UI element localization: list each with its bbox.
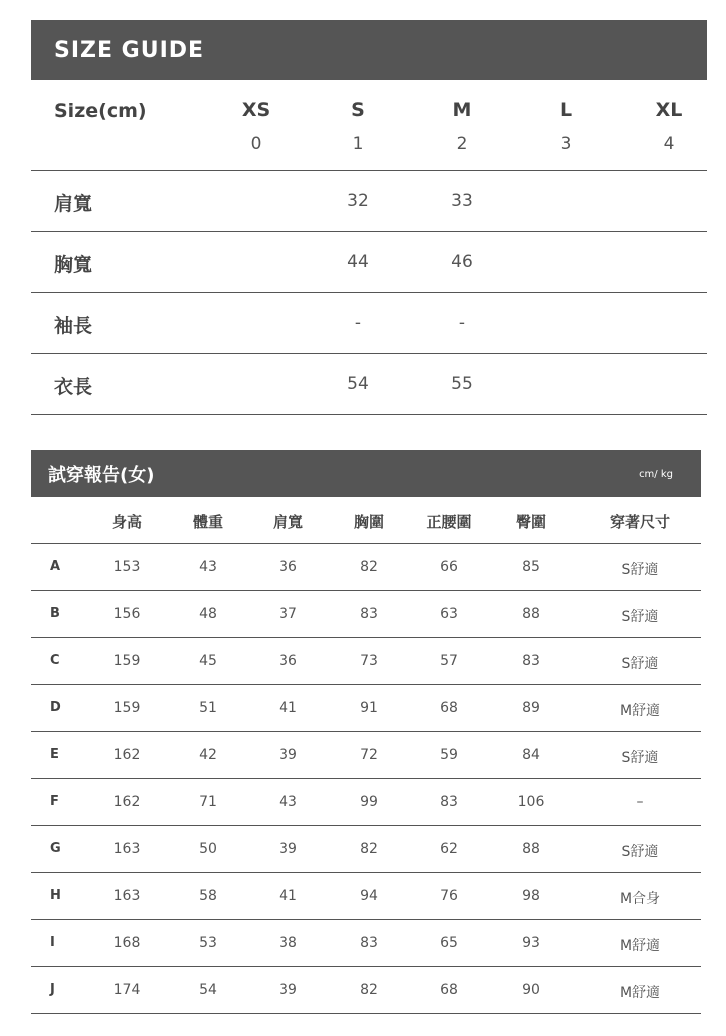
unit-label: cm/ kg — [639, 469, 673, 480]
cell-size-worn: M舒適 — [619, 938, 661, 954]
cell-weight: 71 — [199, 794, 217, 810]
column-header-shoulder: 肩寬 — [272, 513, 303, 531]
cell-waist: 62 — [440, 841, 458, 857]
cell-weight: 54 — [199, 982, 217, 998]
cell-shoulder: 36 — [279, 653, 297, 669]
size-guide-row-shoulder — [31, 171, 707, 232]
size-xs-number: 0 — [250, 134, 262, 154]
column-header-hip: 臀圍 — [515, 513, 546, 531]
cell-weight: 51 — [199, 700, 217, 716]
cell-chest: 91 — [360, 700, 378, 716]
cell-hip: 88 — [522, 606, 540, 622]
size-guide-title: SIZE GUIDE — [31, 20, 707, 80]
table-row — [31, 732, 701, 779]
size-l-label: L — [559, 99, 573, 121]
cell-hip: 90 — [522, 982, 540, 998]
cell-height: 156 — [113, 606, 141, 622]
cell-height: 168 — [113, 935, 141, 951]
cell-chest: 82 — [360, 841, 378, 857]
row-label: 胸寬 — [54, 254, 93, 276]
table-row — [31, 826, 701, 873]
tryon-report-header — [31, 450, 701, 497]
cell-value: 55 — [451, 374, 473, 394]
tryon-column-headers — [31, 497, 701, 544]
cell-waist: 57 — [440, 653, 458, 669]
cell-height: 153 — [113, 559, 141, 575]
row-id: A — [50, 559, 61, 574]
table-row — [31, 873, 701, 920]
row-id: F — [50, 794, 59, 809]
tryon-rows — [31, 544, 701, 1014]
cell-height: 163 — [113, 841, 141, 857]
size-m-number: 2 — [456, 134, 468, 154]
cell-shoulder: 41 — [279, 700, 297, 716]
column-header-size-worn: 穿著尺寸 — [609, 513, 670, 531]
row-id: E — [50, 747, 59, 762]
row-id: H — [50, 888, 61, 903]
cell-waist: 65 — [440, 935, 458, 951]
cell-size-worn: S舒適 — [621, 656, 659, 672]
cell-height: 162 — [113, 747, 141, 763]
row-label: 肩寬 — [54, 193, 93, 215]
row-label: 袖長 — [54, 315, 93, 337]
table-row — [31, 779, 701, 826]
row-label: 衣長 — [54, 376, 93, 398]
cell-value: 33 — [451, 191, 473, 211]
row-id: B — [50, 606, 60, 621]
cell-size-worn: – — [636, 794, 644, 810]
cell-waist: 66 — [440, 559, 458, 575]
column-header-height: 身高 — [111, 513, 142, 531]
cell-height: 163 — [113, 888, 141, 904]
cell-value: - — [458, 313, 466, 333]
cell-hip: 88 — [522, 841, 540, 857]
cell-weight: 45 — [199, 653, 217, 669]
size-guide-row-length — [31, 354, 707, 415]
size-guide-row-chest — [31, 232, 707, 293]
cell-hip: 89 — [522, 700, 540, 716]
cell-shoulder: 41 — [279, 888, 297, 904]
cell-size-worn: M合身 — [619, 891, 661, 907]
cell-chest: 73 — [360, 653, 378, 669]
size-xl-number: 4 — [663, 134, 675, 154]
size-guide-table — [31, 20, 707, 415]
cell-chest: 83 — [360, 935, 378, 951]
cell-hip: 85 — [522, 559, 540, 575]
cell-value: 44 — [347, 252, 369, 272]
cell-shoulder: 39 — [279, 747, 297, 763]
cell-size-worn: S舒適 — [621, 562, 659, 578]
table-row — [31, 967, 701, 1014]
cell-value: 32 — [347, 191, 369, 211]
cell-hip: 83 — [522, 653, 540, 669]
table-row — [31, 920, 701, 967]
row-id: G — [50, 841, 61, 856]
table-row — [31, 638, 701, 685]
cell-weight: 42 — [199, 747, 217, 763]
size-guide-header-row — [31, 80, 707, 171]
cell-waist: 68 — [440, 982, 458, 998]
cell-waist: 59 — [440, 747, 458, 763]
size-xs-label: XS — [241, 99, 271, 121]
tryon-report-title: 試穿報告(女) — [48, 465, 155, 486]
cell-weight: 48 — [199, 606, 217, 622]
cell-weight: 43 — [199, 559, 217, 575]
cell-size-worn: S舒適 — [621, 844, 659, 860]
table-row — [31, 544, 701, 591]
cell-chest: 82 — [360, 982, 378, 998]
cell-shoulder: 39 — [279, 841, 297, 857]
cell-chest: 83 — [360, 606, 378, 622]
row-id: J — [50, 982, 55, 997]
cell-hip: 93 — [522, 935, 540, 951]
tryon-report-table — [31, 450, 701, 1014]
cell-shoulder: 36 — [279, 559, 297, 575]
cell-height: 162 — [113, 794, 141, 810]
row-id: D — [50, 700, 61, 715]
cell-hip: 84 — [522, 747, 540, 763]
cell-shoulder: 37 — [279, 606, 297, 622]
cell-hip: 98 — [522, 888, 540, 904]
cell-weight: 53 — [199, 935, 217, 951]
cell-value: 54 — [347, 374, 369, 394]
cell-height: 159 — [113, 653, 141, 669]
size-unit-label: Size(cm) — [54, 100, 147, 122]
table-row — [31, 591, 701, 638]
cell-size-worn: S舒適 — [621, 750, 659, 766]
row-id: I — [50, 935, 55, 950]
cell-size-worn: M舒適 — [619, 985, 661, 1001]
cell-waist: 83 — [440, 794, 458, 810]
row-id: C — [50, 653, 60, 668]
cell-chest: 94 — [360, 888, 378, 904]
column-header-weight: 體重 — [192, 513, 223, 531]
cell-waist: 68 — [440, 700, 458, 716]
cell-value: 46 — [451, 252, 473, 272]
cell-waist: 63 — [440, 606, 458, 622]
cell-height: 174 — [113, 982, 141, 998]
table-row — [31, 685, 701, 732]
cell-value: - — [354, 313, 362, 333]
size-guide-row-sleeve — [31, 293, 707, 354]
size-l-number: 3 — [560, 134, 572, 154]
size-xl-label: XL — [655, 99, 683, 121]
cell-shoulder: 43 — [279, 794, 297, 810]
cell-hip: 106 — [517, 794, 545, 810]
cell-size-worn: M舒適 — [619, 703, 661, 719]
cell-height: 159 — [113, 700, 141, 716]
size-m-label: M — [452, 99, 472, 121]
cell-chest: 82 — [360, 559, 378, 575]
size-s-number: 1 — [352, 134, 364, 154]
cell-weight: 58 — [199, 888, 217, 904]
cell-weight: 50 — [199, 841, 217, 857]
size-s-label: S — [351, 99, 365, 121]
column-header-waist: 正腰圍 — [426, 513, 472, 531]
cell-size-worn: S舒適 — [621, 609, 659, 625]
cell-chest: 72 — [360, 747, 378, 763]
cell-shoulder: 38 — [279, 935, 297, 951]
cell-waist: 76 — [440, 888, 458, 904]
cell-chest: 99 — [360, 794, 378, 810]
column-header-chest: 胸圍 — [353, 513, 384, 531]
cell-shoulder: 39 — [279, 982, 297, 998]
